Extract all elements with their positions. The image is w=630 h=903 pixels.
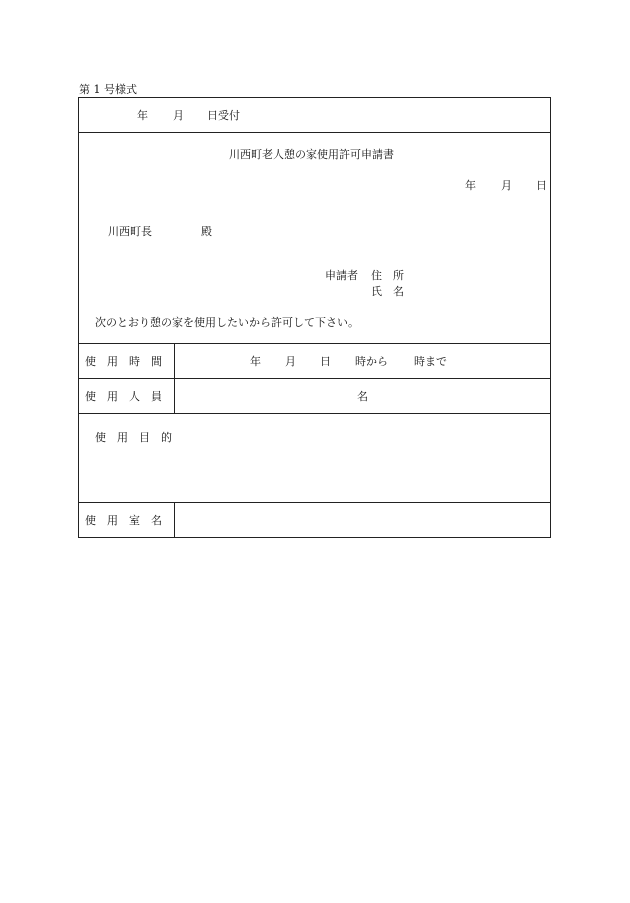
- addressee-name: 川西町長: [108, 225, 152, 238]
- usage-people-unit: 名: [357, 390, 368, 403]
- usage-time-label: 使 用 時 間: [85, 355, 162, 368]
- request-text: 次のとおり憩の家を使用したいから許可して下さい。: [95, 316, 359, 329]
- usage-purpose-field[interactable]: [180, 448, 540, 496]
- usage-time-until: 時まで: [414, 355, 447, 368]
- divider-receipt: [78, 132, 551, 133]
- receipt-year: 年: [137, 109, 148, 122]
- usage-time-from: 時から: [355, 355, 388, 368]
- column-divider-lower: [174, 502, 175, 538]
- receipt-month: 月: [173, 109, 184, 122]
- receipt-day: 日受付: [207, 109, 240, 122]
- applicant-address-label: 住 所: [371, 269, 404, 282]
- usage-time-month: 月: [285, 355, 296, 368]
- divider-people: [78, 413, 551, 414]
- applicant-name-label: 氏 名: [371, 285, 404, 298]
- column-divider-upper: [174, 343, 175, 414]
- form-number: 第 1 号様式: [79, 83, 137, 96]
- date-year: 年: [465, 179, 476, 192]
- applicant-label: 申請者: [325, 269, 358, 282]
- usage-purpose-label: 使 用 目 的: [95, 431, 172, 444]
- divider-body: [78, 343, 551, 344]
- date-month: 月: [501, 179, 512, 192]
- addressee-honorific: 殿: [201, 225, 212, 238]
- usage-time-day: 日: [320, 355, 331, 368]
- form-title: 川西町老人憩の家使用許可申請書: [229, 148, 394, 161]
- usage-time-year: 年: [250, 355, 261, 368]
- divider-time: [78, 378, 551, 379]
- date-day: 日: [536, 179, 547, 192]
- usage-room-field[interactable]: [180, 507, 540, 533]
- usage-people-label: 使 用 人 員: [85, 390, 162, 403]
- divider-purpose: [78, 502, 551, 503]
- usage-room-label: 使 用 室 名: [85, 514, 162, 527]
